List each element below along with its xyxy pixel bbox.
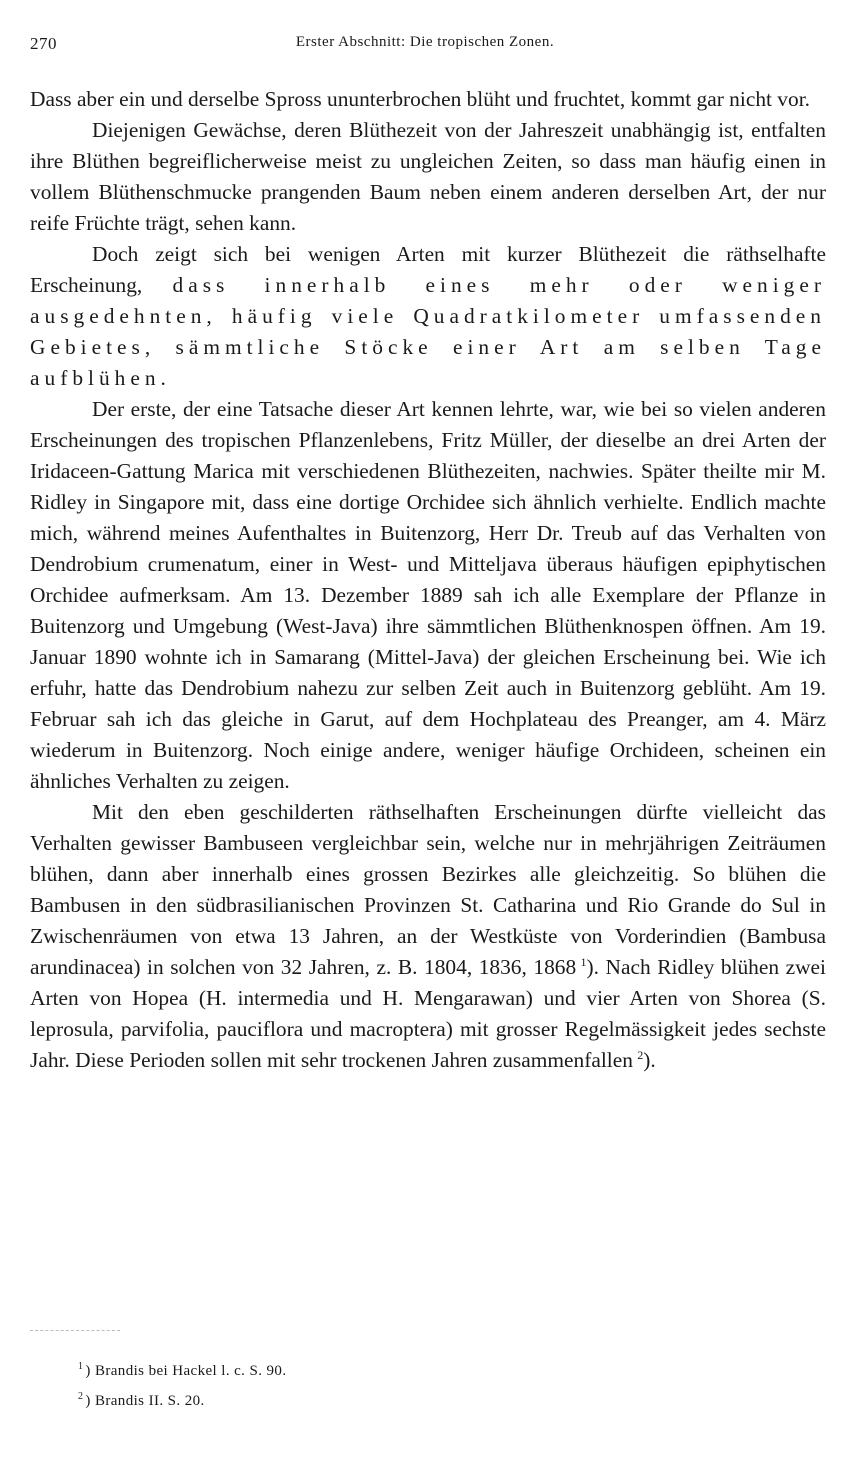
- paragraph-4: Der erste, der eine Tatsache dieser Art kennen lehrte, war, wie bei so vielen anderen Erscheinungen des tropischen Pflanzenlebens, Fritz Müller, der dieselbe an drei Arten der Iridaceen-Gattung Marica mit verschiedenen Blüthezeiten, nachwies. Später theilte mir M. Ridley in Singapore mit, dass eine dortige Orchidee sich ähnlich verhielte. Endlich machte mich, während meines Aufenthaltes in Buitenzorg, Herr Dr. Treub auf das Verhalten von Dendrobium crumenatum, einer in West- und Mitteljava überaus häufigen epiphytischen Orchidee aufmerksam. Am 13. Dezember 1889 sah ich alle Exemplare der Pflanze in Buitenzorg und Umgebung (West-Java) ihre sämmtlichen Blüthenknospen öffnen. Am 19. Januar 1890 wohnte ich in Samarang (Mittel-Java) der gleichen Erscheinung bei. Wie ich erfuhr, hatte das Dendrobium nahezu zur selben Zeit auch in Buitenzorg geblüht. Am 19. Februar sah ich das gleiche in Garut, auf dem Hochplateau des Preanger, am 4. März wiederum in Buitenzorg. Noch einige andere, weniger häufige Orchideen, scheinen ein ähnliches Verhalten zu zeigen.: [30, 397, 826, 793]
- paragraph-5-text-c: ).: [643, 1048, 656, 1072]
- footnote-1-text: ) Brandis bei Hackel l. c. S. 90.: [85, 1363, 287, 1379]
- paragraph-2: Diejenigen Gewächse, deren Blüthezeit von der Jahreszeit unabhängig ist, entfalten ihre Blüthen begreiflicherweise meist zu ungleichen Zeiten, so dass man häufig einen in vollem Blüthenschmucke prangenden Baum neben einem anderen derselben Art, der nur reife Früchte trägt, sehen kann.: [30, 118, 826, 235]
- paragraph-3-emphasis: dass innerhalb eines mehr oder weniger ausgedehnten, häufig viele Quadratkilometer umfassenden Gebietes, sämmtliche Stöcke einer Art am selben Tage aufblühen.: [30, 273, 826, 390]
- page-header: [30, 34, 820, 58]
- footnotes: [78, 1354, 778, 1414]
- page-number: 270: [30, 34, 57, 53]
- paragraph-5: [30, 797, 826, 1076]
- footnote-2-text: ) Brandis II. S. 20.: [85, 1393, 205, 1409]
- footnote-ref-2: 2: [637, 1047, 644, 1062]
- paragraph-5-text-b: ). Nach Ridley blühen zwei Arten von Hopea (H. intermedia und H. Mengarawan) und vier Arten von Shorea (S. leprosula, parvifolia, pauciflora und macroptera) mit grosser Regelmässigkeit jedes sechste Jahr. Diese Perioden sollen mit sehr trockenen Jahren zusammenfallen: [30, 955, 826, 1072]
- footnote-divider: [30, 1330, 120, 1331]
- paragraph-3: [30, 239, 826, 394]
- paragraph-3-text: Doch zeigt sich bei wenigen Arten mit kurzer Blüthezeit die räthselhafte Erscheinung,: [30, 242, 826, 297]
- footnote-2-mark: 2: [78, 1391, 84, 1402]
- running-title: Erster Abschnitt: Die tropischen Zonen.: [295, 34, 555, 50]
- footnote-2: [78, 1384, 778, 1414]
- body-text: [30, 84, 826, 1076]
- paragraph-5-text-a: Mit den eben geschilderten räthselhaften Erscheinungen dürfte vielleicht das Verhalten gewisser Bambuseen vergleichbar sein, welche nur in mehrjährigen Zeiträumen blühen, dann aber innerhalb eines grossen Bezirkes alle gleichzeitig. So blühen die Bambusen in den südbrasilianischen Provinzen St. Catharina und Rio Grande do Sul in Zwischenräumen von etwa 13 Jahren, an der Westküste von Vorderindien (Bambusa arundinacea) in solchen von 32 Jahren, z. B. 1804, 1836, 1868: [30, 800, 826, 979]
- footnote-1: [78, 1354, 778, 1384]
- paragraph-1: Dass aber ein und derselbe Spross ununterbrochen blüht und fruchtet, kommt gar nicht vor.: [30, 87, 810, 111]
- footnote-1-mark: 1: [78, 1361, 84, 1372]
- footnote-ref-1: 1: [580, 954, 587, 969]
